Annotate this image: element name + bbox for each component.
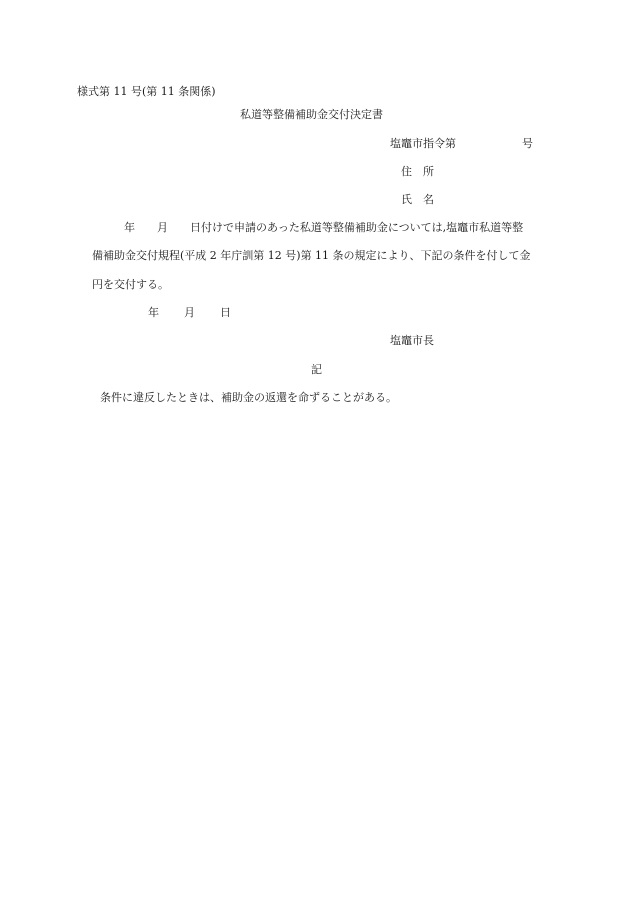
condition-text: 条件に違反したときは、補助金の返還を命ずることがある。 bbox=[100, 391, 397, 404]
body-line-2: 備補助金交付規程(平成 2 年庁訓第 12 号)第 11 条の規定により、下記の条件を付して金 bbox=[92, 249, 531, 262]
form-number: 様式第 11 号(第 11 条関係) bbox=[77, 85, 216, 98]
date-day: 日 bbox=[220, 306, 231, 319]
document-title: 私道等整備補助金交付決定書 bbox=[240, 108, 383, 121]
address-label: 住 所 bbox=[401, 165, 434, 178]
issuer-name: 塩竈市長 bbox=[390, 334, 434, 347]
name-label: 氏 名 bbox=[401, 193, 434, 206]
body-line-1: 年 月 日付けで申請のあった私道等整備補助金については,塩竈市私道等整 bbox=[124, 221, 524, 234]
record-heading: 記 bbox=[311, 363, 322, 376]
document-number-suffix: 号 bbox=[522, 137, 533, 150]
date-month: 月 bbox=[184, 306, 195, 319]
date-year: 年 bbox=[148, 306, 159, 319]
document-number-label: 塩竈市指令第 bbox=[390, 137, 456, 150]
body-line-3: 円を交付する。 bbox=[92, 278, 169, 291]
